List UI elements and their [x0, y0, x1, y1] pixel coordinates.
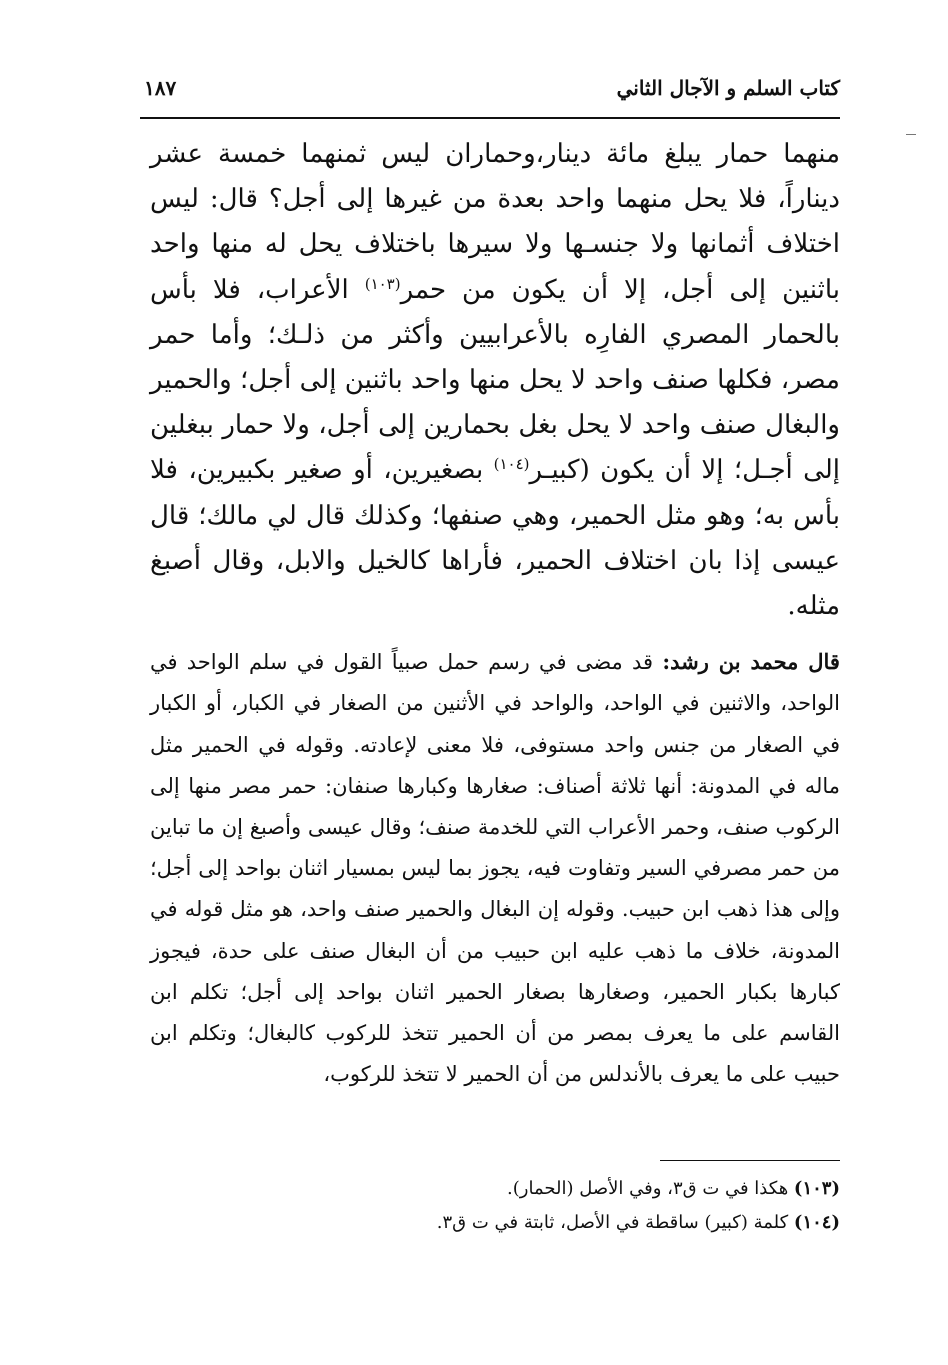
header-rule [140, 117, 840, 119]
footnote-text: هكذا في ت ق٣، وفي الأصل (الحمار). [507, 1178, 794, 1199]
paragraph-commentary [150, 641, 840, 1095]
footnote-103 [150, 1172, 840, 1206]
footnote-number: (١٠٣) [793, 1178, 840, 1199]
footnote-ref-103: (١٠٣) [364, 274, 401, 293]
page-number: ١٨٧ [144, 76, 177, 100]
running-header [140, 76, 840, 110]
footnote-104 [150, 1206, 840, 1240]
footnotes [150, 1172, 840, 1240]
commentary-lead: قال محمد بن رشد: [662, 649, 840, 675]
commentary-text: قد مضى في رسم حمل صبياً القول في سلم الواحد في الواحد، والاثنين في الواحد، والواحد في الأثنين من الصغار في الكبار، أو الكبار في الصغار من جنس واحد مستوفى، فلا معنى لإعادته. وقوله في الحمير مثل ماله في المدونة: أنها ثلاثة أصناف: صغارها وكبارها صنفان: حمر مصر منها إلى الركوب صنف، وحمر الأعراب التي للخدمة صنف؛ وقال عيسى وأصبغ إن ما تباين من حمر مصرفي السير وتفاوت فيه، يجوز بما ليس بمسيار اثنان بواحد إلى أجل؛ وإلى هذا ذهب ابن حبيب. وقوله إن البغال والحمير صنف واحد، هو مثل قوله في المدونة، خلاف ما ذهب عليه ابن حبيب من أن البغال صنف على حدة، فيجوز كبارها بكبار الحمير، وصغارها بصغار الحمير اثنان بواحد إلى أجل؛ تكلم ابن القاسم على ما يعرف بمصر من أن الحمير تتخذ للركوب كالبغال؛ وتكلم ابن حبيب على ما يعرف بالأندلس من أن الحمير لا تتخذ للركوب، [150, 650, 840, 1087]
footnote-number: (١٠٤) [793, 1212, 840, 1233]
paragraph-main-part-2: الأعراب، فلا بأس بالحمار المصري الفارِه بالأعرابيين وأكثر من ذلـك؛ وأما حمر مصر، فكلها صنف واحد لا يحل منها واحد باثنين إلى أجل؛ والحمير والبغال صنف واحد لا يحل بغل بحمارين إلى أجل، ولا حمار ببغلين إلى أجـل؛ إلا أن يكون (كبيـر [150, 274, 840, 486]
footnote-text: كلمة (كبير) ساقطة في الأصل، ثابتة في ت ق٣. [436, 1212, 794, 1233]
paragraph-main [150, 132, 840, 629]
margin-mark [906, 134, 916, 135]
footnote-ref-104: (١٠٤) [493, 455, 530, 474]
paragraph-main-part-1: منهما حمار يبلغ مائة دينار،وحماران ليس ثمنهما خمسة عشر ديناراً، فلا يحل منهما واحد بعدة من غيرها إلى أجل؟ قال: ليس اختلاف أثمانها ولا جنسـها ولا سيرها باختلاف يحل له منها واحد باثنين إلى أجل، إلا أن يكون من حمر [150, 139, 840, 305]
footnote-rule [660, 1160, 840, 1161]
running-title: كتاب السلم و الآجال الثاني [616, 76, 840, 100]
body-text [150, 132, 840, 1095]
paragraph-main-part-3: بصغيرين، أو صغير بكبيرين، فلا بأس به؛ وهو مثل الحمير، وهي صنفها؛ وكذلك قال لي مالك؛ قال عيسى إذا بان اختلاف الحمير، فأراها كالخيل والابل، وقال أصبغ مثله. [150, 455, 840, 622]
